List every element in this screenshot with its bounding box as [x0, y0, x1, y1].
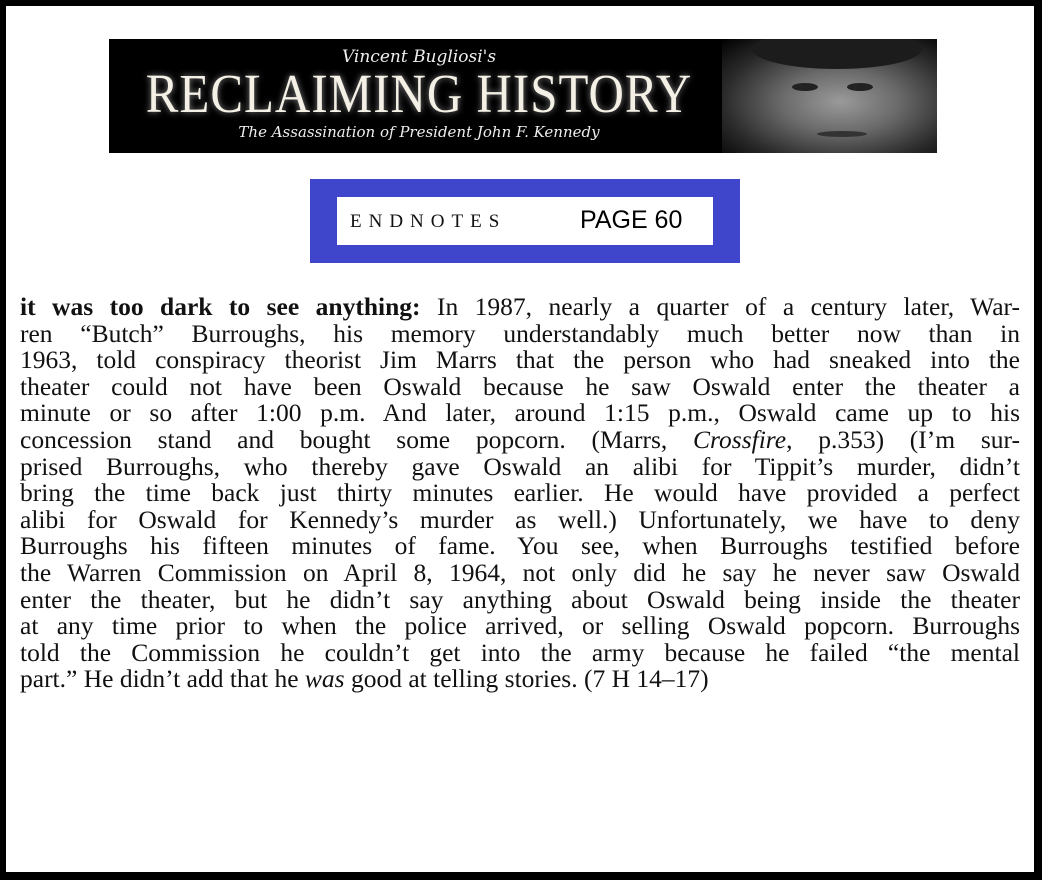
- text-line: [20, 294, 1020, 321]
- text-line: [20, 637, 1020, 667]
- text-line: [20, 533, 1020, 560]
- portrait-eye: [792, 83, 818, 91]
- portrait-mouth: [817, 131, 867, 137]
- text-segment: 1963, told conspiracy theorist Jim Marrs that the person who had sneaked into the: [20, 345, 1020, 375]
- italic-text: was: [304, 664, 345, 694]
- endnotes-header-inner: [337, 197, 713, 245]
- endnote-body: [20, 294, 1020, 693]
- banner-title: RECLAIMING HISTORY: [145, 62, 693, 125]
- text-segment: good at telling stories. (7 H 14–17): [344, 664, 709, 694]
- text-segment: prised Burroughs, who thereby gave Oswald an alibi for Tippit’s murder, didn’t: [20, 451, 1020, 481]
- text-line: [20, 424, 1020, 454]
- page: [6, 6, 1034, 872]
- text-segment: , p.353) (I’m sur-: [786, 424, 1020, 454]
- text-segment: bring the time back just thirty minutes earlier. He would have provided a perfect: [20, 478, 1020, 508]
- endnote-lead-phrase: it was too dark to see anything:: [20, 292, 421, 321]
- banner-byline: Vincent Bugliosi's: [341, 47, 497, 67]
- text-segment: ren “Butch” Burroughs, his memory understandably much better now than in: [20, 318, 1020, 348]
- text-segment: the Warren Commission on April 8, 1964, not only did he say he never saw Oswald: [20, 557, 1020, 587]
- text-segment: Burroughs his fifteen minutes of fame. You see, when Burroughs testified before: [20, 531, 1020, 561]
- text-segment: at any time prior to when the police arrived, or selling Oswald popcorn. Burroughs: [20, 611, 1020, 641]
- text-line: [20, 480, 1020, 507]
- kennedy-portrait-image: [722, 39, 937, 153]
- text-line: [20, 613, 1020, 640]
- text-segment: enter the theater, but he didn’t say anything about Oswald being inside the theater: [20, 584, 1020, 614]
- text-line: [20, 400, 1020, 427]
- text-line: [20, 504, 1020, 534]
- text-line: [20, 318, 1020, 348]
- italic-text: Crossfire: [693, 424, 787, 454]
- text-line: [20, 666, 1020, 693]
- text-segment: part.” He didn’t add that he: [20, 664, 305, 694]
- text-segment: minute or so after 1:00 p.m. And later, around 1:15 p.m., Oswald came up to his: [20, 398, 1020, 428]
- endnotes-header-box: [310, 179, 740, 263]
- book-banner: [109, 39, 937, 153]
- text-segment: concession stand and bought some popcorn. (Marrs,: [20, 424, 694, 454]
- text-line: [20, 584, 1020, 614]
- page-number: PAGE 60: [580, 206, 683, 234]
- portrait-eye: [847, 83, 873, 91]
- text-segment: told the Commission he couldn’t get into the army because he failed “the mental: [20, 637, 1020, 667]
- text-segment: alibi for Oswald for Kennedy’s murder as well.) Unfortunately, we have to deny: [20, 504, 1020, 534]
- text-line: [20, 557, 1020, 587]
- text-segment: theater could not have been Oswald because he saw Oswald enter the theater a: [20, 371, 1020, 401]
- section-label: ENDNOTES: [350, 211, 507, 232]
- text-line: [20, 347, 1020, 374]
- text-segment: In 1987, nearly a quarter of a century later, War-: [420, 292, 1020, 321]
- portrait-hair: [752, 39, 922, 69]
- text-line: [20, 451, 1020, 481]
- text-line: [20, 371, 1020, 401]
- banner-subtitle: The Assassination of President John F. Kennedy: [238, 123, 600, 141]
